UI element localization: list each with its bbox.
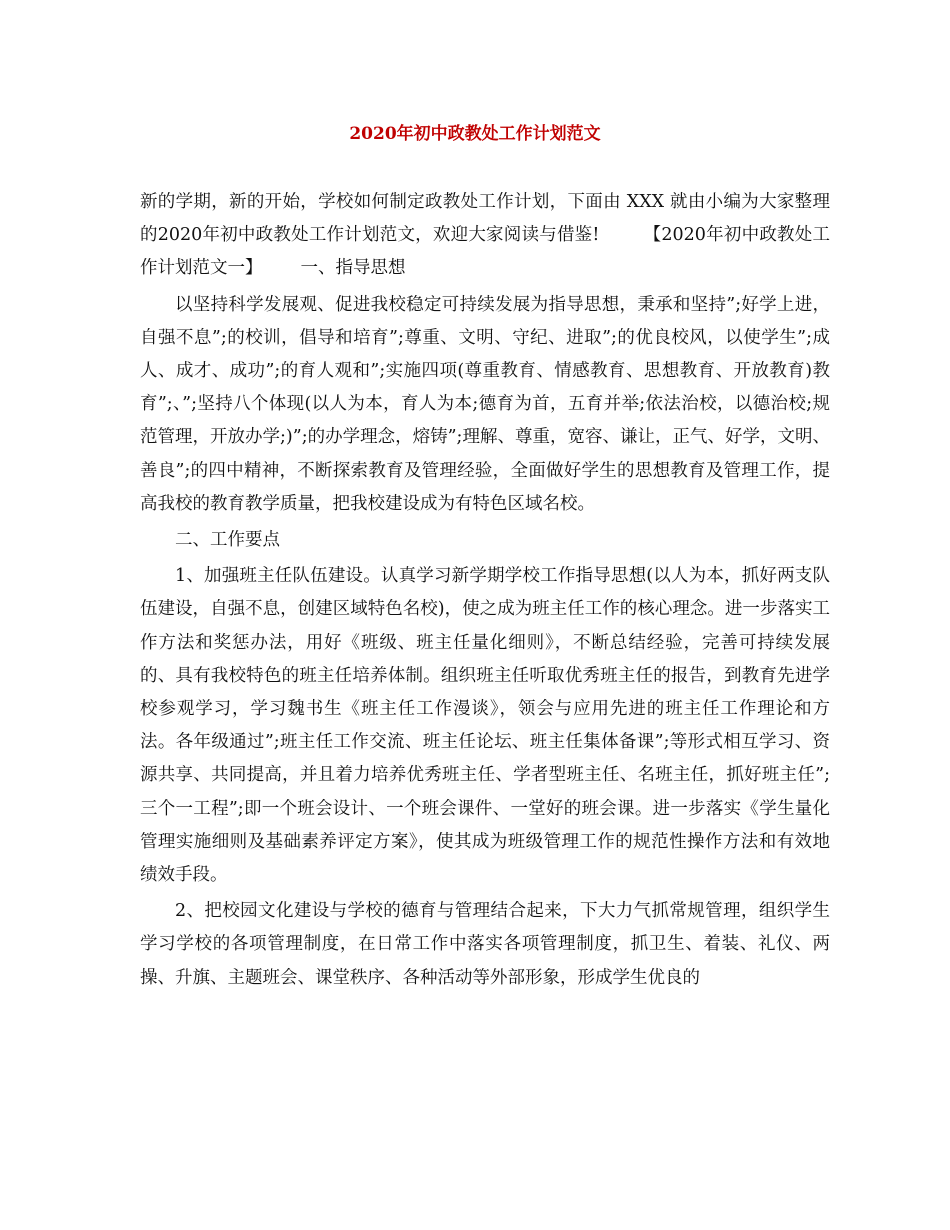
paragraph-guiding-thought: 以坚持科学发展观、促进我校稳定可持续发展为指导思想，秉承和坚持”;好学上进，自强不息”;的校训，倡导和培育”;尊重、文明、守纪、进取”;的优良校风，以使学生”;成人、成才、成功”;的育人观和”;实施四项(尊重教育、情感教育、思想教育、开放教育)教育”;、”;坚持八个体现(以人为本，育人为本;德育为首，五育并举;依法治校，以德治校;规范管理，开放办学;)”;的办学理念，熔铸”;理解、尊重，宽容、谦让，正气、好学，文明、善良”;的四中精神，不断探索教育及管理经验，全面做好学生的思想教育及管理工作，提高我校的教育教学质量，把我校建设成为有特色区域名校。	[140, 294, 830, 514]
document-body	[140, 186, 830, 995]
intro-heading-bracket: 【2020年初中政教处工作计划范文一】	[140, 225, 830, 279]
intro-paragraph	[140, 186, 830, 286]
section-heading-2: 二、工作要点	[175, 530, 280, 551]
paragraph-point-1: 1、加强班主任队伍建设。认真学习新学期学校工作指导思想(以人为本，抓好两支队伍建设，自强不息，创建区域特色名校)，使之成为班主任工作的核心理念。进一步落实工作方法和奖惩办法，用好《班级、班主任量化细则》，不断总结经验，完善可持续发展的、具有我校特色的班主任培养体制。组织班主任听取优秀班主任的报告，到教育先进学校参观学习，学习魏书生《班主任工作漫谈》，领会与应用先进的班主任工作理论和方法。各年级通过”;班主任工作交流、班主任论坛、班主任集体备课”;等形式相互学习、资源共享、共同提高，并且着力培养优秀班主任、学者型班主任、名班主任，抓好班主任”;三个一工程”;即一个班会设计、一个班会课件、一堂好的班会课。进一步落实《学生量化管理实施细则及基础素养评定方案》，使其成为班级管理工作的规范性操作方法和有效地绩效手段。	[140, 566, 830, 886]
document-title: 2020年初中政教处工作计划范文	[349, 124, 601, 144]
paragraph-point-2: 2、把校园文化建设与学校的德育与管理结合起来，下大力气抓常规管理，组织学生学习学校的各项管理制度，在日常工作中落实各项管理制度，抓卫生、着装、礼仪、两操、升旗、主题班会、课堂秩序、各种活动等外部形象，形成学生优良的	[140, 901, 830, 988]
section-heading-1: 一、指导思想	[300, 258, 406, 279]
intro-text: 新的学期，新的开始，学校如何制定政教处工作计划，下面由 XXX 就由小编为大家整理的2020年初中政教处工作计划范文，欢迎大家阅读与借鉴!	[140, 192, 830, 246]
